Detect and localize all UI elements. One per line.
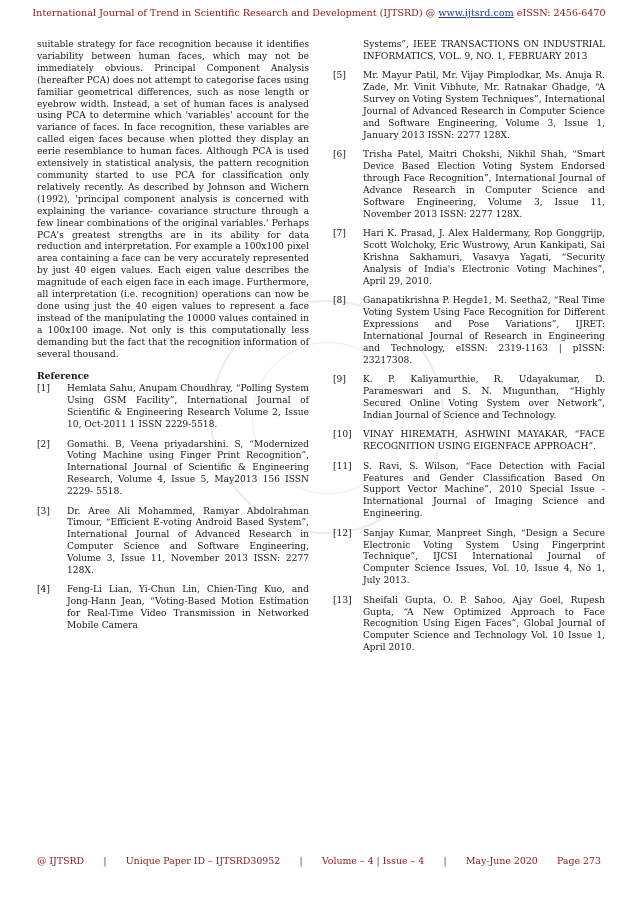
reference-item [37, 507, 309, 578]
reference-text: Sheifali Gupta, O. P. Sahoo, Ajay Goel, Rupesh Gupta, “A New Optimized Approach to Face Recognition Using Eigen Faces”, Global Journal of Computer Science and Technology Vol. 10 Issue 1, April 2010. [363, 595, 605, 654]
footer-volume: Volume – 4 | Issue – 4 [321, 856, 425, 867]
reference-number: [11] [333, 461, 352, 472]
reference-item [333, 430, 605, 454]
reference-text: Dr. Aree Ali Mohammed, Ramyar Abdolrahman Timour, “Efficient E-voting Android Based System”, International Journal of Advanced Research in Computer Science and Software Engineering, Volume 3, Issue 11, November 2013 ISSN: 2277 128X. [67, 506, 309, 577]
reference-item [333, 296, 605, 367]
reference-number: [2] [37, 439, 50, 450]
left-column [37, 40, 309, 641]
right-column [333, 40, 605, 663]
reference-number: [9] [333, 375, 346, 386]
reference-number: [10] [333, 430, 352, 441]
reference-number: [12] [333, 528, 352, 539]
footer-separator: | [103, 856, 107, 867]
reference-number: [13] [333, 595, 352, 606]
reference-item [333, 462, 605, 522]
reference-number: [5] [333, 71, 346, 82]
reference-number: [1] [37, 384, 50, 395]
reference-text: S. Ravi, S. Wilson, “Face Detection with Facial Features and Gender Classification Based On Support Vector Machine”, 2010 Special Issue - International Journal of Imaging Science and Engineering. [363, 461, 605, 520]
reference-item [37, 440, 309, 500]
reference-text: K. P. Kaliyamurthie, R. Udayakumar, D. Parameswari and S. N. Mugunthan, “Highly Secured Online Voting System over Network”, Indian Journal of Science and Technology. [363, 375, 605, 421]
reference-item [37, 384, 309, 432]
reference-list-left [37, 384, 309, 633]
reference-text: Mr. Mayur Patil, Mr. Vijay Pimplodkar, Ms. Anuja R. Zade, Mr. Vinit Vibhute, Mr. Ratnakar Ghadge, “A Survey on Voting System Techniques”, International Journal of Advanced Research in Computer Science and Software Engineering, Volume 3, Issue 1, January 2013 ISSN: 2277 128X. [363, 71, 605, 141]
header-text: International Journal of Trend in Scientific Research and Development (IJTSRD) @ [32, 8, 439, 19]
reference-item [333, 229, 605, 289]
reference-number: [6] [333, 150, 346, 161]
body-paragraph: suitable strategy for face recognition because it identifies variability between human faces, which may not be immediately obvious. Principal Component Analysis (hereafter PCA) does not attempt to categorise faces using familiar geometrical differences, such as nose length or eyebrow width. Instead, a set of human faces is analysed using PCA to determine which 'variables' account for the variance of faces. In face recognition, these variables are called eigen faces because when plotted they display an eerie resemblance to human faces. Although PCA is used extensively in statistical analysis, the pattern recognition community started to use PCA for classification only relatively recently. As described by Johnson and Wichern (1992), 'principal component analysis is concerned with explaining the variance- covariance structure through a few linear combinations of the original variables.' Perhaps PCA's greatest strengths are in its ability for data reduction and interpretation. For example a 100x100 pixel area containing a face can be very accurately represented by just 40 eigen values. Each eigen value describes the magnitude of each eigen face in each image. Furthermore, all interpretation (i.e. recognition) operations can now be done using just the 40 eigen values to represent a face instead of the manipulating the 10000 values contained in a 100x100 image. Not only is this computationally less demanding but the fact that the recognition information of several thousand. [37, 40, 309, 360]
journal-link[interactable]: www.ijtsrd.com [438, 8, 514, 19]
reference-list-right [333, 71, 605, 655]
reference-number: [3] [37, 506, 50, 517]
reference-item [333, 71, 605, 142]
reference-text: Feng-Li Lian, Yi-Chun Lin, Chien-Ting Kuo, and Jong-Hann Jean, “Voting-Based Motion Estimation for Real-Time Video Transmission in Networked Mobile Camera [67, 585, 309, 632]
footer-separator: | [299, 856, 303, 867]
footer-page-number: Page 273 [557, 856, 601, 867]
reference-text: Hari K. Prasad, J. Alex Haldermany, Rop Gonggrijp, Scott Wolchoky, Eric Wustrowy, Arun Kankipati, Sai Krishna Sakhamuri, Vasavya Yagati, “Security Analysis of India's Electronic Voting Machines”, April 29, 2010. [363, 229, 605, 287]
reference-continuation: Systems”, IEEE TRANSACTIONS ON INDUSTRIAL INFORMATICS, VOL. 9, NO. 1, FEBRUARY 2013 [363, 40, 605, 62]
reference-text: Sanjay Kumar, Manpreet Singh, “Design a Secure Electronic Voting System Using Fingerprint Technique”, IJCSI International Journal of Computer Science Issues, Vol. 10, Issue 4, No 1, July 2013. [363, 528, 605, 587]
reference-item [333, 375, 605, 423]
reference-text: Hemlata Sahu, Anupam Choudhray, “Polling System Using GSM Facility”, International Journal of Scientific & Engineering Research Volume 2, Issue 10, Oct-2011 1 ISSN 2229-5518. [67, 384, 309, 431]
reference-number: [4] [37, 585, 50, 596]
reference-number: [8] [333, 296, 346, 307]
reference-heading: Reference [37, 371, 90, 383]
reference-text: Gomathi. B, Veena priyadarshini. S, “Modernized Voting Machine using Finger Print Recognition”, International Journal of Scientific & Engineering Research, Volume 4, Issue 5, May2013 156 ISSN 2229- 5518. [67, 439, 309, 498]
reference-item [333, 529, 605, 589]
reference-text: Trisha Patel, Maitri Chokshi, Nikhil Shah, “Smart Device Based Election Voting System Endorsed through Face Recognition”, International Journal of Advance Research in Computer Science and Software Engineering, Volume 3, Issue 11, November 2013 ISSN: 2277 128X. [363, 150, 605, 220]
footer-journal: @ IJTSRD [37, 856, 85, 867]
reference-text: VINAY HIREMATH, ASHWINI MAYAKAR, “FACE RECOGNITION USING EIGENFACE APPROACH”. [363, 430, 605, 453]
footer-separator: | [443, 856, 447, 867]
reference-item [333, 150, 605, 221]
footer-date: May-June 2020 [465, 856, 538, 867]
page-footer [37, 856, 601, 867]
footer-paper-id: Unique Paper ID – IJTSRD30952 [125, 856, 281, 867]
reference-number: [7] [333, 229, 346, 240]
header-issn: eISSN: 2456-6470 [513, 8, 606, 19]
running-header [0, 8, 638, 19]
reference-item [333, 596, 605, 656]
reference-item [37, 585, 309, 633]
reference-text: Ganapatikrishna P. Hegde1, M. Seetha2, “Real Time Voting System Using Face Recognition for Different Expressions and Pose Variations”, IJRET: International Journal of Research in Engineering and Technology, eISSN: 2319-1163 | pISSN: 23217308. [363, 296, 605, 366]
